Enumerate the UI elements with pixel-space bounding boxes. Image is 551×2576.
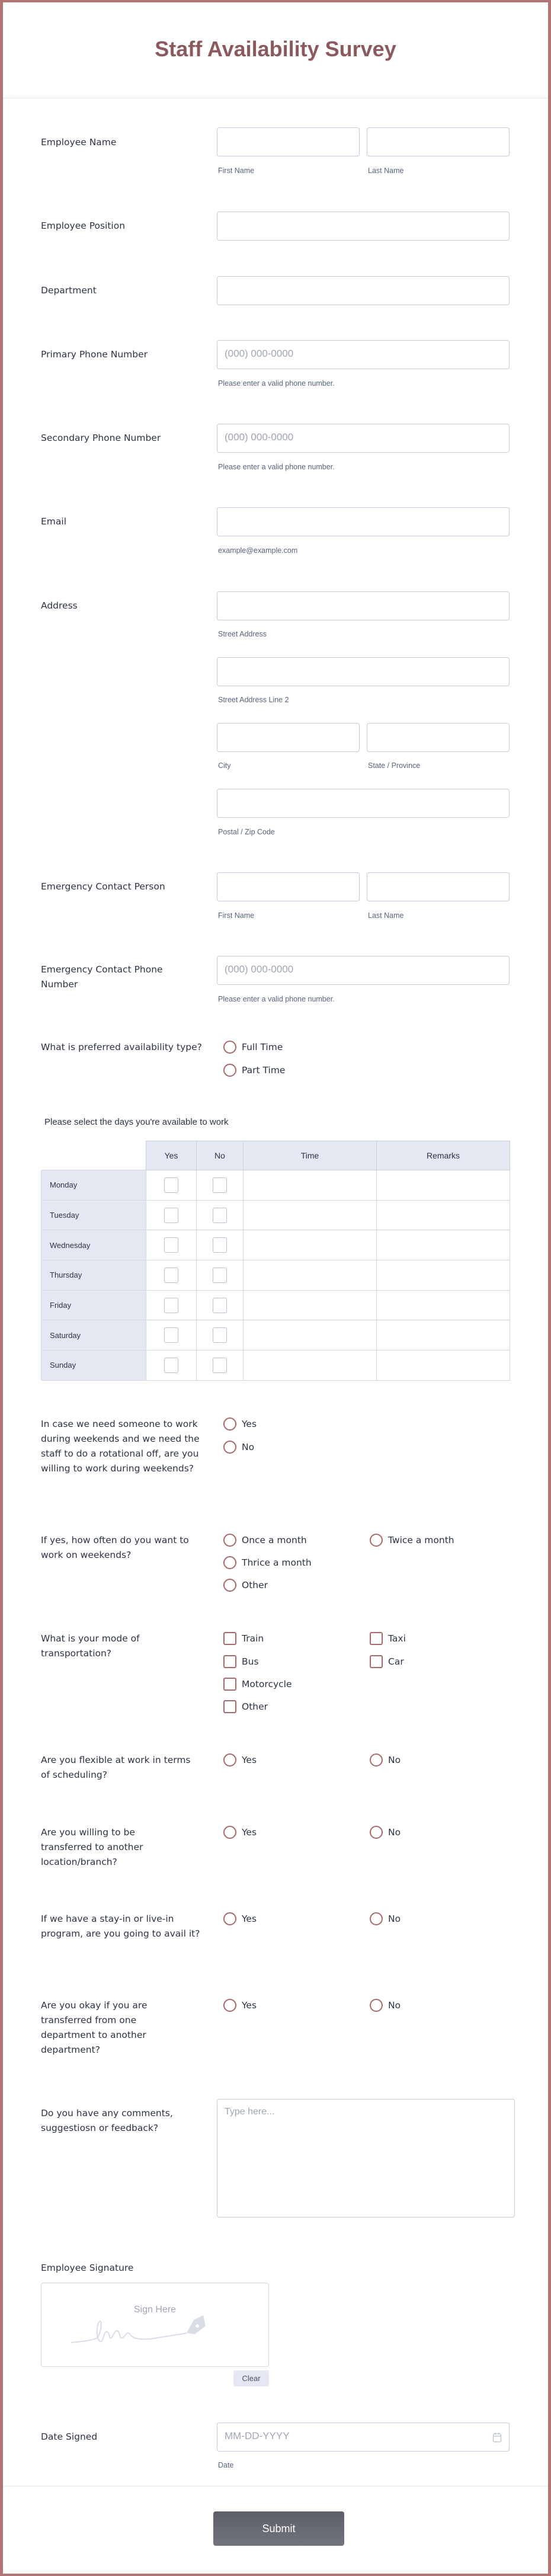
- footer-divider: [3, 2486, 548, 2487]
- radio-icon: [223, 1534, 236, 1547]
- checkbox-icon: [223, 1678, 236, 1691]
- time-input-cell[interactable]: [244, 1290, 377, 1320]
- form-title: Staff Availability Survey: [155, 37, 396, 61]
- cell-no: [197, 1170, 244, 1201]
- row-label-day: Friday: [41, 1290, 146, 1320]
- row-label-day: Thursday: [41, 1260, 146, 1291]
- yes-checkbox[interactable]: [164, 1208, 178, 1223]
- street-address-2-sublabel: Street Address Line 2: [218, 696, 289, 704]
- column-header-yes: Yes: [146, 1141, 197, 1170]
- date-signed-label: Date Signed: [41, 2431, 98, 2442]
- cell-no: [197, 1320, 244, 1351]
- option-label: Twice a month: [388, 1535, 454, 1545]
- state-sublabel: State / Province: [368, 761, 421, 770]
- transport-label: What is your mode of transportation?: [41, 1633, 140, 1659]
- time-input-cell[interactable]: [244, 1230, 377, 1260]
- email-helper: example@example.com: [218, 546, 298, 555]
- days-availability-table: [41, 1141, 510, 1381]
- table-row: [41, 1200, 510, 1230]
- option-label: No: [388, 2000, 401, 2011]
- yes-checkbox[interactable]: [164, 1298, 178, 1313]
- transfer-location-label: Are you willing to be transferred to another location/branch?: [41, 1827, 143, 1867]
- radio-part-time[interactable]: [223, 1063, 285, 1077]
- postal-code-input[interactable]: [217, 789, 510, 818]
- last-name-input[interactable]: [367, 127, 510, 156]
- time-input-cell[interactable]: [244, 1320, 377, 1351]
- department-label: Department: [41, 285, 97, 296]
- emergency-last-name-sublabel: Last Name: [368, 911, 404, 920]
- last-name-sublabel: Last Name: [368, 167, 404, 175]
- address-label: Address: [41, 600, 78, 611]
- sign-here-placeholder: Sign Here: [133, 2305, 177, 2315]
- row-label-day: Monday: [41, 1170, 146, 1201]
- option-label: Thrice a month: [242, 1557, 312, 1568]
- employee-position-label: Employee Position: [41, 220, 126, 231]
- weekends-label: In case we need someone to work during weekends and we need the staff to do a rotational off, are you willing to work during weekends?: [41, 1419, 200, 1474]
- radio-icon: [223, 1441, 236, 1454]
- cell-yes: [146, 1320, 197, 1351]
- radio-transfer-location-no[interactable]: [370, 1825, 401, 1839]
- emergency-phone-input[interactable]: (000) 000-0000: [217, 956, 510, 985]
- cell-no: [197, 1200, 244, 1230]
- table-row: [41, 1170, 510, 1201]
- table-row: [41, 1351, 510, 1381]
- radio-flexible-yes[interactable]: [223, 1753, 257, 1767]
- checkbox-icon: [223, 1655, 236, 1668]
- no-checkbox[interactable]: [213, 1268, 227, 1283]
- option-label: No: [388, 1913, 401, 1924]
- primary-phone-label: Primary Phone Number: [41, 349, 148, 360]
- cell-yes: [146, 1170, 197, 1201]
- employee-position-input[interactable]: [217, 212, 510, 241]
- radio-icon: [223, 1064, 236, 1077]
- radio-full-time[interactable]: [223, 1040, 283, 1054]
- option-label: Other: [242, 1580, 268, 1591]
- time-input-cell[interactable]: [244, 1200, 377, 1230]
- option-label: Train: [242, 1633, 264, 1644]
- checkbox-car[interactable]: [370, 1655, 404, 1669]
- yes-checkbox[interactable]: [164, 1268, 178, 1283]
- cell-yes: [146, 1351, 197, 1381]
- option-label: No: [388, 1827, 401, 1838]
- emergency-last-name-input[interactable]: [367, 872, 510, 901]
- comments-textarea[interactable]: Type here...: [217, 2099, 515, 2217]
- checkbox-icon: [223, 1700, 236, 1713]
- cell-no: [197, 1290, 244, 1320]
- yes-checkbox[interactable]: [164, 1177, 178, 1193]
- radio-icon: [370, 1534, 383, 1547]
- employee-name-label: Employee Name: [41, 137, 117, 148]
- remarks-input-cell[interactable]: [377, 1230, 510, 1260]
- emergency-contact-label: Emergency Contact Person: [41, 881, 165, 892]
- radio-icon: [223, 1826, 236, 1839]
- remarks-input-cell[interactable]: [377, 1260, 510, 1291]
- no-checkbox[interactable]: [213, 1358, 227, 1373]
- radio-twice-a-month[interactable]: [370, 1533, 454, 1547]
- row-label-day: Tuesday: [41, 1200, 146, 1230]
- remarks-input-cell[interactable]: [377, 1200, 510, 1230]
- table-row: [41, 1290, 510, 1320]
- radio-icon: [223, 1579, 236, 1592]
- radio-stay-in-no[interactable]: [370, 1912, 401, 1926]
- option-label: Motorcycle: [242, 1679, 292, 1689]
- option-label: Yes: [242, 2000, 257, 2011]
- secondary-phone-helper: Please enter a valid phone number.: [218, 463, 335, 471]
- option-label: Yes: [242, 1913, 257, 1924]
- cell-yes: [146, 1260, 197, 1291]
- secondary-phone-label: Secondary Phone Number: [41, 433, 161, 443]
- radio-icon: [370, 1912, 383, 1925]
- first-name-input[interactable]: [217, 127, 360, 156]
- no-checkbox[interactable]: [213, 1327, 227, 1343]
- emergency-first-name-input[interactable]: [217, 872, 360, 901]
- radio-transfer-dept-yes[interactable]: [223, 1998, 257, 2012]
- street-address-2-input[interactable]: [217, 657, 510, 686]
- stay-in-label: If we have a stay-in or live-in program, are you going to avail it?: [41, 1913, 200, 1939]
- remarks-input-cell[interactable]: [377, 1290, 510, 1320]
- radio-stay-in-yes[interactable]: [223, 1912, 257, 1926]
- cell-yes: [146, 1200, 197, 1230]
- primary-phone-helper: Please enter a valid phone number.: [218, 379, 335, 388]
- table-row: [41, 1320, 510, 1351]
- time-input-cell[interactable]: [244, 1170, 377, 1201]
- radio-icon: [223, 1041, 236, 1054]
- radio-icon: [223, 1999, 236, 2012]
- option-label: Once a month: [242, 1535, 307, 1545]
- radio-weekends-no[interactable]: [223, 1440, 254, 1454]
- column-header-time: Time: [244, 1141, 377, 1170]
- city-input[interactable]: [217, 723, 360, 752]
- date-placeholder: MM-DD-YYYY: [225, 2430, 290, 2441]
- yes-checkbox[interactable]: [164, 1327, 178, 1343]
- table-corner: [41, 1141, 146, 1170]
- option-label: Car: [388, 1656, 404, 1667]
- emergency-phone-label: Emergency Contact Phone Number: [41, 964, 163, 990]
- option-label: Full Time: [242, 1042, 283, 1052]
- radio-icon: [223, 1753, 236, 1767]
- street-address-input[interactable]: [217, 591, 510, 620]
- radio-once-a-month[interactable]: [223, 1533, 307, 1547]
- yes-checkbox[interactable]: [164, 1237, 178, 1253]
- signature-pad[interactable]: [41, 2283, 269, 2367]
- checkbox-bus[interactable]: [223, 1655, 259, 1669]
- city-sublabel: City: [218, 761, 231, 770]
- radio-transfer-dept-no[interactable]: [370, 1998, 401, 2012]
- row-label-day: Sunday: [41, 1351, 146, 1381]
- option-label: Bus: [242, 1656, 259, 1667]
- emergency-phone-helper: Please enter a valid phone number.: [218, 995, 335, 1003]
- column-header-no: No: [197, 1141, 244, 1170]
- option-label: Other: [242, 1701, 268, 1712]
- signature-label: Employee Signature: [41, 2263, 134, 2273]
- emergency-first-name-sublabel: First Name: [218, 911, 255, 920]
- cell-no: [197, 1351, 244, 1381]
- signature-pen-icon: [68, 2313, 246, 2348]
- row-label-day: Saturday: [41, 1320, 146, 1351]
- cell-yes: [146, 1230, 197, 1260]
- email-input[interactable]: [217, 507, 510, 536]
- time-input-cell[interactable]: [244, 1351, 377, 1381]
- clear-signature-button[interactable]: Clear: [233, 2370, 269, 2386]
- radio-icon: [223, 1912, 236, 1925]
- option-label: Taxi: [388, 1633, 406, 1644]
- radio-thrice-a-month[interactable]: [223, 1556, 312, 1570]
- street-address-sublabel: Street Address: [218, 630, 267, 638]
- checkbox-taxi[interactable]: [370, 1631, 406, 1646]
- checkbox-icon: [223, 1632, 236, 1645]
- table-row: [41, 1230, 510, 1260]
- checkbox-train[interactable]: [223, 1631, 264, 1646]
- how-often-label: If yes, how often do you want to work on weekends?: [41, 1535, 189, 1560]
- row-label-day: Wednesday: [41, 1230, 146, 1260]
- cell-yes: [146, 1290, 197, 1320]
- checkbox-other[interactable]: [223, 1700, 268, 1714]
- checkbox-motorcycle[interactable]: [223, 1677, 292, 1691]
- radio-icon: [223, 1556, 236, 1569]
- option-label: No: [388, 1755, 401, 1765]
- yes-checkbox[interactable]: [164, 1358, 178, 1373]
- postal-code-sublabel: Postal / Zip Code: [218, 828, 275, 836]
- radio-icon: [370, 1999, 383, 2012]
- email-label: Email: [41, 516, 67, 527]
- option-label: Part Time: [242, 1065, 286, 1076]
- transfer-dept-label: Are you okay if you are transferred from one department to another department?: [41, 2000, 148, 2055]
- radio-other[interactable]: [223, 1578, 268, 1592]
- no-checkbox[interactable]: [213, 1298, 227, 1313]
- remarks-input-cell[interactable]: [377, 1320, 510, 1351]
- cell-no: [197, 1260, 244, 1291]
- radio-flexible-no[interactable]: [370, 1753, 401, 1767]
- option-label: No: [242, 1442, 255, 1452]
- time-input-cell[interactable]: [244, 1260, 377, 1291]
- radio-weekends-yes[interactable]: [223, 1417, 257, 1431]
- calendar-icon[interactable]: [492, 2432, 502, 2443]
- days-table-title: Please select the days you're available to work: [44, 1117, 229, 1127]
- no-checkbox[interactable]: [213, 1208, 227, 1223]
- remarks-input-cell[interactable]: [377, 1170, 510, 1201]
- radio-transfer-location-yes[interactable]: [223, 1825, 257, 1839]
- first-name-sublabel: First Name: [218, 167, 255, 175]
- radio-icon: [370, 1826, 383, 1839]
- option-label: Yes: [242, 1419, 257, 1429]
- cell-no: [197, 1230, 244, 1260]
- secondary-phone-input[interactable]: (000) 000-0000: [217, 424, 510, 453]
- checkbox-icon: [370, 1632, 383, 1645]
- availability-type-label: What is preferred availability type?: [41, 1042, 202, 1052]
- primary-phone-input[interactable]: (000) 000-0000: [217, 340, 510, 369]
- state-input[interactable]: [367, 723, 510, 752]
- comments-label: Do you have any comments, suggestiosn or feedback?: [41, 2108, 173, 2133]
- remarks-input-cell[interactable]: [377, 1351, 510, 1381]
- date-signed-input[interactable]: [217, 2423, 510, 2452]
- date-sublabel: Date: [218, 2461, 234, 2469]
- submit-button[interactable]: Submit: [213, 2511, 344, 2546]
- option-label: Yes: [242, 1755, 257, 1765]
- column-header-remarks: Remarks: [377, 1141, 510, 1170]
- flexible-label: Are you flexible at work in terms of scheduling?: [41, 1755, 191, 1780]
- no-checkbox[interactable]: [213, 1177, 227, 1193]
- option-label: Yes: [242, 1827, 257, 1838]
- department-input[interactable]: [217, 276, 510, 305]
- table-row: [41, 1260, 510, 1291]
- no-checkbox[interactable]: [213, 1237, 227, 1253]
- radio-icon: [223, 1417, 236, 1431]
- radio-icon: [370, 1753, 383, 1767]
- checkbox-icon: [370, 1655, 383, 1668]
